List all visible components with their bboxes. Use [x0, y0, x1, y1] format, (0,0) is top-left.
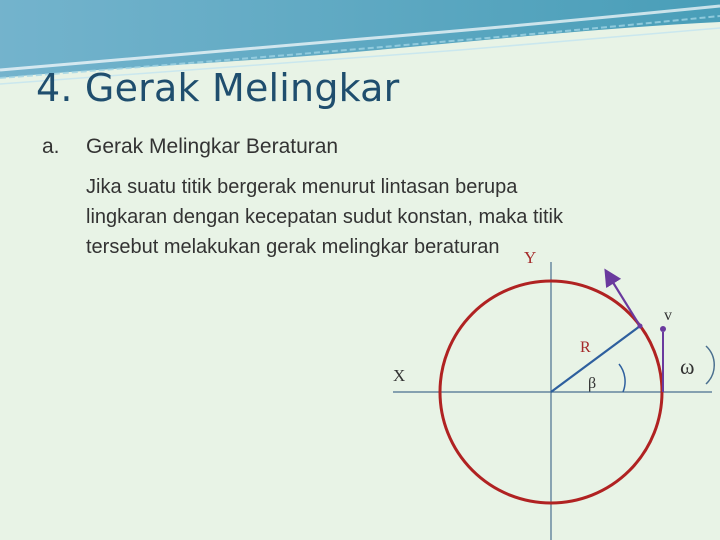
list-marker: a. — [42, 135, 60, 158]
angle-label: β — [588, 375, 597, 392]
body-line: tersebut melakukan gerak melingkar beraturan — [86, 236, 500, 258]
radius-label: R — [580, 339, 591, 356]
y-axis-label: Y — [524, 248, 537, 267]
angular-velocity-tip — [660, 326, 666, 332]
velocity-label: v — [664, 307, 672, 324]
rotation-arc — [706, 346, 714, 384]
x-axis-label: X — [393, 366, 406, 385]
angular-velocity-label: ω — [680, 354, 695, 379]
body-line: lingkaran dengan kecepatan sudut konstan, maka titik — [86, 206, 563, 228]
moving-point — [638, 324, 643, 329]
slide-title: 4. Gerak Melingkar — [36, 66, 400, 110]
angle-arc — [619, 364, 625, 392]
body-line: Jika suatu titik bergerak menurut lintasan berupa — [86, 176, 518, 198]
subheading-text: Gerak Melingkar Beraturan — [86, 135, 339, 158]
